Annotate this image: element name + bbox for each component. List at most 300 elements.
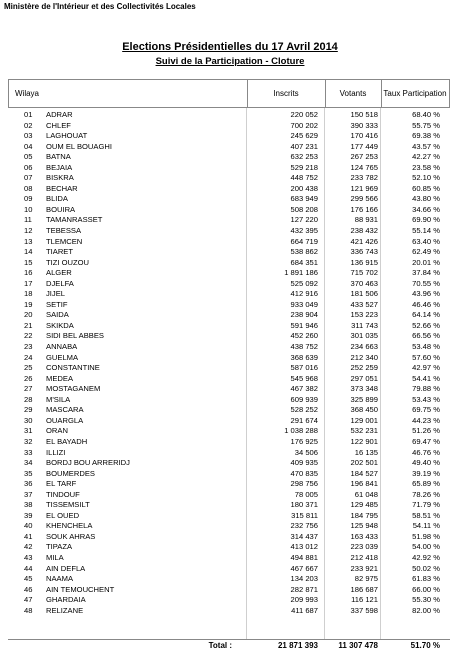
taux-value: 37.84 % [412,268,440,278]
wilaya-name: TINDOUF [46,489,80,499]
table-row [8,205,450,216]
total-label: Total : [208,641,232,650]
taux-value: 53.48 % [412,342,440,352]
votants-value: 238 432 [350,226,378,236]
wilaya-number: 23 [24,342,33,352]
votants-value: 136 915 [350,257,378,267]
table-row [8,152,450,163]
wilaya-number: 46 [24,584,33,594]
taux-value: 70.55 % [412,278,440,288]
wilaya-name: LAGHOUAT [46,131,88,141]
taux-value: 50.02 % [412,563,440,573]
taux-value: 42.27 % [412,152,440,162]
votants-value: 88 931 [354,215,378,225]
votants-value: 125 948 [350,521,378,531]
wilaya-number: 48 [24,605,33,615]
votants-value: 122 901 [350,436,378,446]
table-row [8,142,450,153]
votants-value: 233 782 [350,173,378,183]
wilaya-number: 44 [24,563,33,573]
taux-value: 61.83 % [412,574,440,584]
taux-value: 43.96 % [412,289,440,299]
wilaya-name: MASCARA [46,405,84,415]
inscrits-value: 315 811 [291,510,318,520]
inscrits-value: 528 252 [290,405,318,415]
wilaya-name: TEBESSA [46,226,82,236]
taux-value: 79.88 % [412,384,440,394]
wilaya-name: TIZI OUZOU [46,257,90,267]
total-inscrits: 21 871 393 [277,641,318,650]
votants-value: 373 348 [350,384,378,394]
wilaya-number: 12 [24,226,33,236]
taux-value: 82.00 % [412,605,440,615]
wilaya-number: 10 [24,204,33,214]
table-row [8,564,450,575]
table-row [8,173,450,184]
table-row [8,184,450,195]
wilaya-number: 35 [24,468,33,478]
wilaya-name: TISSEMSILT [46,500,90,510]
votants-value: 196 841 [350,479,378,489]
taux-value: 43.57 % [412,141,440,151]
table-row [8,405,450,416]
wilaya-number: 39 [24,510,33,520]
inscrits-value: 291 674 [290,415,318,425]
wilaya-number: 18 [24,289,33,299]
votants-value: 181 506 [350,289,378,299]
wilaya-number: 07 [24,173,33,183]
table-row [8,342,450,353]
votants-value: 121 969 [350,183,378,193]
wilaya-name: ILLIZI [46,447,66,457]
inscrits-value: 407 231 [290,141,318,151]
taux-value: 55.14 % [412,226,440,236]
taux-value: 65.89 % [412,479,440,489]
wilaya-number: 21 [24,320,33,330]
wilaya-name: TIARET [46,247,74,257]
taux-value: 55.75 % [412,120,440,130]
table-row [8,395,450,406]
votants-value: 337 598 [350,605,378,615]
taux-value: 51.98 % [412,531,440,541]
table-row [8,384,450,395]
wilaya-number: 13 [24,236,33,246]
inscrits-value: 413 012 [290,542,318,552]
table-row [8,268,450,279]
wilaya-name: TAMANRASSET [46,215,103,225]
taux-value: 64.14 % [412,310,440,320]
votants-value: 124 765 [350,162,378,172]
wilaya-name: GUELMA [46,352,79,362]
inscrits-value: 176 925 [290,436,318,446]
wilaya-name: OUARGLA [46,415,84,425]
inscrits-value: 238 904 [290,310,318,320]
inscrits-value: 314 437 [290,531,318,541]
wilaya-name: BOUIRA [46,204,76,214]
wilaya-number: 17 [24,278,33,288]
wilaya-number: 03 [24,131,33,141]
votants-value: 234 663 [350,342,378,352]
wilaya-number: 14 [24,247,33,257]
inscrits-value: 700 202 [290,120,318,130]
wilaya-number: 01 [24,110,33,119]
wilaya-table-body [8,110,450,616]
table-row [8,595,450,606]
inscrits-value: 411 687 [291,605,318,615]
votants-value: 311 743 [351,320,378,330]
taux-value: 58.51 % [412,510,440,520]
wilaya-name: BATNA [46,152,71,162]
table-row [8,353,450,364]
column-header-taux: Taux Participation [383,89,447,98]
wilaya-name: CONSTANTINE [46,363,100,373]
column-header-votants: Votants [339,89,367,98]
wilaya-name: TIPAZA [46,542,73,552]
inscrits-value: 78 005 [294,489,318,499]
taux-value: 69.75 % [412,405,440,415]
table-row [8,289,450,300]
inscrits-value: 467 382 [290,384,318,394]
inscrits-value: 432 395 [290,226,318,236]
table-row [8,521,450,532]
inscrits-value: 245 629 [290,131,318,141]
wilaya-name: MILA [46,552,64,562]
inscrits-value: 545 968 [290,373,318,383]
table-row [8,300,450,311]
votants-value: 252 259 [350,363,378,373]
votants-value: 163 433 [350,531,378,541]
table-row [8,331,450,342]
votants-value: 170 416 [350,131,378,141]
wilaya-name: SKIKDA [46,320,74,330]
inscrits-value: 529 218 [290,162,318,172]
votants-value: 715 702 [350,268,378,278]
wilaya-name: BLIDA [46,194,68,204]
taux-value: 20.01 % [412,257,440,267]
taux-value: 51.26 % [412,426,440,436]
table-row [8,500,450,511]
wilaya-number: 08 [24,183,33,193]
table-row [8,469,450,480]
wilaya-name: BECHAR [46,183,78,193]
taux-value: 68.40 % [412,110,440,119]
inscrits-value: 525 092 [290,278,318,288]
wilaya-name: NAAMA [46,574,74,584]
wilaya-name: SIDI BEL ABBES [46,331,104,341]
inscrits-value: 632 253 [290,152,318,162]
table-row [8,585,450,596]
table-row [8,110,450,121]
votants-value: 82 975 [354,574,378,584]
votants-value: 116 121 [351,595,378,605]
table-row [8,363,450,374]
inscrits-value: 34 506 [294,447,318,457]
taux-value: 54.00 % [412,542,440,552]
table-row [8,279,450,290]
votants-value: 233 921 [350,563,378,573]
inscrits-value: 200 438 [290,183,318,193]
votants-value: 184 527 [350,468,378,478]
taux-value: 46.46 % [412,299,440,309]
inscrits-value: 609 939 [290,394,318,404]
inscrits-value: 494 881 [290,552,318,562]
wilaya-number: 32 [24,436,33,446]
column-header-inscrits: Inscrits [273,89,299,98]
table-row [8,321,450,332]
wilaya-name: ALGER [46,268,72,278]
wilaya-number: 45 [24,574,33,584]
inscrits-value: 508 208 [290,204,318,214]
inscrits-value: 282 871 [290,584,318,594]
wilaya-name: BORDJ BOU ARRERIDJ [46,458,130,468]
wilaya-number: 41 [24,531,33,541]
votants-value: 177 449 [350,141,378,151]
taux-value: 52.66 % [412,320,440,330]
table-row [8,163,450,174]
wilaya-number: 31 [24,426,33,436]
table-row [8,511,450,522]
table-row [8,416,450,427]
inscrits-value: 684 351 [290,257,318,267]
inscrits-value: 180 371 [290,500,318,510]
wilaya-name: JIJEL [46,289,65,299]
table-row [8,437,450,448]
table-row [8,458,450,469]
votants-value: 212 418 [350,552,378,562]
wilaya-number: 42 [24,542,33,552]
taux-value: 66.56 % [412,331,440,341]
wilaya-number: 30 [24,415,33,425]
table-row [8,121,450,132]
wilaya-number: 43 [24,552,33,562]
wilaya-number: 47 [24,595,33,605]
taux-value: 53.43 % [412,394,440,404]
votants-value: 61 048 [354,489,378,499]
wilaya-number: 06 [24,162,33,172]
total-row [8,639,450,652]
inscrits-value: 538 862 [290,247,318,257]
votants-value: 176 166 [350,204,378,214]
taux-value: 42.92 % [412,552,440,562]
taux-value: 54.11 % [412,521,440,531]
inscrits-value: 683 949 [290,194,318,204]
wilaya-name: ANNABA [46,342,78,352]
taux-value: 60.85 % [412,183,440,193]
votants-value: 532 231 [350,426,378,436]
taux-value: 57.60 % [412,352,440,362]
votants-value: 223 039 [350,542,378,552]
wilaya-name: EL BAYADH [46,436,88,446]
taux-value: 43.80 % [412,194,440,204]
inscrits-value: 127 220 [290,215,318,225]
wilaya-number: 09 [24,194,33,204]
wilaya-number: 11 [24,215,32,225]
taux-value: 44.23 % [412,415,440,425]
inscrits-value: 134 203 [290,574,318,584]
wilaya-name: BEJAIA [46,162,73,172]
votants-value: 301 035 [350,331,378,341]
votants-value: 368 450 [350,405,378,415]
column-header-wilaya: Wilaya [15,89,40,98]
taux-value: 39.19 % [412,468,440,478]
table-row [8,374,450,385]
table-row [8,194,450,205]
table-row [8,532,450,543]
inscrits-value: 448 752 [290,173,318,183]
inscrits-value: 1 038 288 [284,426,318,436]
votants-value: 153 223 [350,310,378,320]
wilaya-number: 34 [24,458,33,468]
wilaya-name: MOSTAGANEM [46,384,101,394]
taux-value: 62.49 % [412,247,440,257]
taux-value: 69.38 % [412,131,440,141]
wilaya-name: MEDEA [46,373,74,383]
inscrits-value: 587 016 [290,363,318,373]
wilaya-name: GHARDAIA [46,595,86,605]
wilaya-number: 05 [24,152,33,162]
table-row [8,574,450,585]
inscrits-value: 438 752 [290,342,318,352]
votants-value: 370 463 [350,278,378,288]
wilaya-number: 38 [24,500,33,510]
taux-value: 78.26 % [412,489,440,499]
inscrits-value: 1 891 186 [284,268,318,278]
table-row [8,131,450,142]
total-votants: 11 307 478 [338,641,378,650]
wilaya-number: 19 [24,299,33,309]
inscrits-value: 412 916 [290,289,318,299]
taux-value: 49.40 % [412,458,440,468]
taux-value: 52.10 % [412,173,440,183]
wilaya-number: 36 [24,479,33,489]
wilaya-number: 20 [24,310,33,320]
wilaya-number: 37 [24,489,33,499]
votants-value: 297 051 [350,373,378,383]
wilaya-number: 25 [24,363,33,373]
table-row [8,490,450,501]
wilaya-number: 26 [24,373,33,383]
wilaya-name: EL TARF [46,479,77,489]
table-row [8,310,450,321]
wilaya-name: AIN TEMOUCHENT [46,584,115,594]
wilaya-name: RELIZANE [46,605,84,615]
inscrits-value: 232 756 [290,521,318,531]
taux-value: 69.90 % [412,215,440,225]
inscrits-value: 209 993 [290,595,318,605]
wilaya-number: 02 [24,120,33,130]
taux-value: 46.76 % [412,447,440,457]
inscrits-value: 368 639 [290,352,318,362]
inscrits-value: 452 260 [290,331,318,341]
votants-value: 129 485 [350,500,378,510]
inscrits-value: 467 667 [290,563,318,573]
wilaya-number: 16 [24,268,33,278]
wilaya-number: 33 [24,447,33,457]
table-row [8,553,450,564]
votants-value: 212 340 [350,352,378,362]
table-row [8,237,450,248]
votants-value: 421 426 [350,236,378,246]
wilaya-name: DJELFA [46,278,74,288]
wilaya-name: ADRAR [46,110,73,119]
votants-value: 390 333 [350,120,378,130]
wilaya-name: SOUK AHRAS [46,531,96,541]
wilaya-name: BOUMERDES [46,468,95,478]
wilaya-name: KHENCHELA [46,521,93,531]
wilaya-name: CHLEF [46,120,71,130]
inscrits-value: 664 719 [290,236,318,246]
taux-value: 23.58 % [412,162,440,172]
taux-value: 34.66 % [412,204,440,214]
page-title: Elections Présidentielles du 17 Avril 2014 [122,41,338,53]
table-row [8,542,450,553]
wilaya-number: 04 [24,141,33,151]
total-taux: 51.70 % [410,641,440,650]
table-row [8,258,450,269]
page-subtitle: Suivi de la Participation - Cloture [155,56,305,67]
votants-value: 129 001 [350,415,378,425]
wilaya-number: 29 [24,405,33,415]
wilaya-name: SETIF [46,299,68,309]
inscrits-value: 933 049 [290,299,318,309]
wilaya-name: AIN DEFLA [46,563,86,573]
votants-value: 299 566 [350,194,378,204]
table-row [8,226,450,237]
table-row [8,426,450,437]
table-row [8,247,450,258]
taux-value: 42.97 % [412,363,440,373]
wilaya-number: 27 [24,384,33,394]
wilaya-name: TLEMCEN [46,236,83,246]
inscrits-value: 470 835 [290,468,318,478]
ministry-header: Ministère de l'Intérieur et des Collectivités Locales [4,2,196,11]
wilaya-number: 15 [24,257,33,267]
votants-value: 184 795 [350,510,378,520]
votants-value: 186 687 [350,584,378,594]
wilaya-name: EL OUED [46,510,80,520]
wilaya-number: 28 [24,394,33,404]
table-row [8,448,450,459]
taux-value: 63.40 % [412,236,440,246]
taux-value: 55.30 % [412,595,440,605]
taux-value: 54.41 % [412,373,440,383]
wilaya-number: 24 [24,352,33,362]
inscrits-value: 298 756 [290,479,318,489]
taux-value: 71.79 % [412,500,440,510]
votants-value: 433 527 [350,299,378,309]
wilaya-name: M'SILA [46,394,71,404]
wilaya-number: 40 [24,521,33,531]
votants-value: 336 743 [350,247,378,257]
wilaya-number: 22 [24,331,33,341]
wilaya-name: OUM EL BOUAGHI [46,141,112,151]
votants-value: 202 501 [350,458,378,468]
votants-value: 150 518 [350,110,378,119]
wilaya-name: BISKRA [46,173,74,183]
table-header [8,79,450,108]
wilaya-name: SAIDA [46,310,69,320]
votants-value: 267 253 [350,152,378,162]
inscrits-value: 220 052 [290,110,318,119]
table-row [8,606,450,617]
votants-value: 325 899 [350,394,378,404]
table-row [8,479,450,490]
inscrits-value: 409 935 [290,458,318,468]
inscrits-value: 591 946 [290,320,318,330]
taux-value: 66.00 % [412,584,440,594]
wilaya-name: ORAN [46,426,68,436]
taux-value: 69.47 % [412,436,440,446]
